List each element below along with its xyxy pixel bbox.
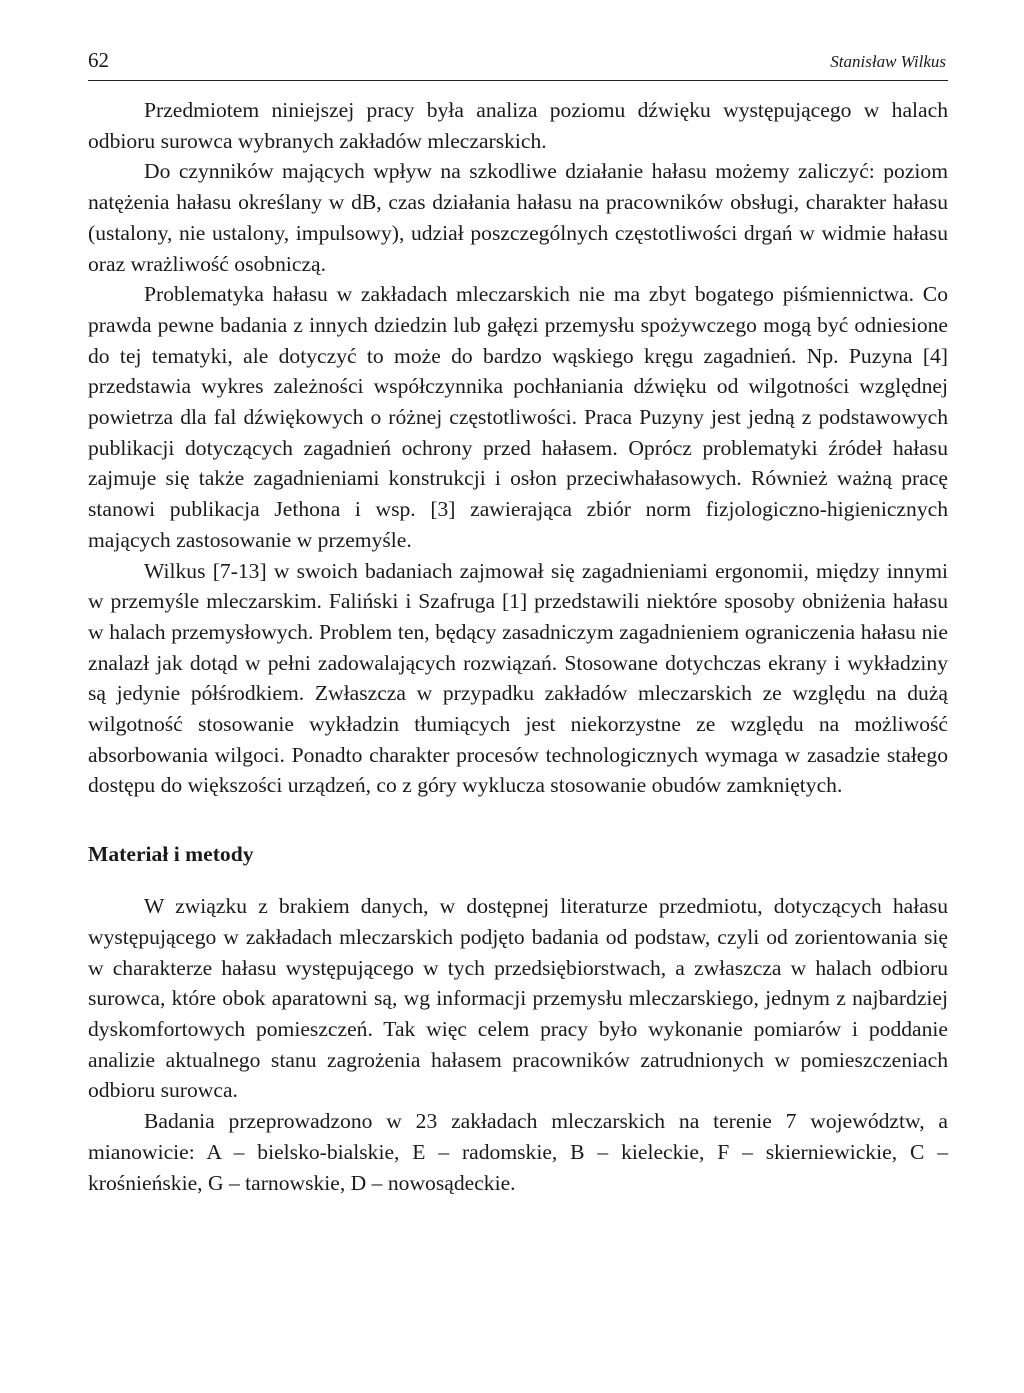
running-header-author: Stanisław Wilkus	[830, 52, 946, 71]
page-number: 62	[88, 48, 109, 72]
paragraph-prior-research: Wilkus [7-13] w swoich badaniach zajmował się zagadnieniami ergonomii, między innymi w przemyśle mleczarskim. Faliński i Szafruga [1] przedstawili niektóre sposoby obniżenia hałasu w halach przemysłowych. Problem ten, będący zasadniczym zagadnieniem ograniczenia hałasu nie znalazł jak dotąd w pełni zadowalających rozwiązań. Stosowane dotychczas ekrany i wykładziny są jedynie półśrodkiem. Zwłaszcza w przypadku zakładów mleczarskich ze względu na dużą wilgotność stosowanie wykładzin tłumiących jest niekorzystne ze względu na możliwość absorbowania wilgoci. Ponadto charakter procesów technologicznych wymaga w zasadzie stałego dostępu do większości urządzeń, co z góry wyklucza stosowanie obudów zamkniętych.	[88, 558, 948, 798]
paragraph-noise-factors: Do czynników mających wpływ na szkodliwe działanie hałasu możemy zaliczyć: poziom natężenia hałasu określany w dB, czas działania hałasu na pracowników obsługi, charakter hałasu (ustalony, nie ustalony, impulsowy), udział poszczególnych częstotliwości drgań w widmie hałasu oraz wrażliwość osobniczą.	[88, 159, 948, 276]
paragraph-literature: Problematyka hałasu w zakładach mleczarskich nie ma zbyt bogatego piśmiennictwa. Co prawda pewne badania z innych dziedzin lub gałęzi przemysłu spożywczego mogą być odniesione do tej tematyki, ale dotyczyć to może do bardzo wąskiego kręgu zagadnień. Np. Puzyna [4] przedstawia wykres zależności współczynnika pochłaniania dźwięku od wilgotności względnej powietrza dla fal dźwiękowych o różnej częstotliwości. Praca Puzyny jest jedną z podstawowych publikacji dotyczących zagadnień ochrony przed hałasem. Oprócz problematyki źródeł hałasu zajmuje się także zagadnieniami konstrukcji i osłon przeciwhałasowych. Również ważną pracę stanowi publikacja Jethona i wsp. [3] zawierająca zbiór norm fizjologiczno-higienicznych mających zastosowanie w przemyśle.	[88, 282, 948, 552]
section-heading: Materiał i metody	[88, 842, 254, 867]
paragraph-methods-scope: W związku z brakiem danych, w dostępnej literaturze przedmiotu, dotyczących hałasu występującego w zakładach mleczarskich podjęto badania od podstaw, czyli od zorientowania się w charakterze hałasu występującego w tych przedsiębiorstwach, a zwłaszcza w halach odbioru surowca, które obok aparatowni są, wg informacji przemysłu mleczarskiego, jednym z najbardziej dyskomfortowych pomieszczeń. Tak więc celem pracy było wykonanie pomiarów i poddanie analizie aktualnego stanu zagrożenia hałasem pracowników zatrudnionych w pomieszczeniach odbioru surowca.	[88, 894, 948, 1103]
page-header	[88, 46, 948, 81]
paragraph-methods-regions: Badania przeprowadzono w 23 zakładach mleczarskich na terenie 7 województw, a mianowicie: A – bielsko-bialskie, E – radomskie, B – kieleckie, F – skierniewickie, C – krośnieńskie, G – tarnowskie, D – nowosądeckie.	[88, 1109, 948, 1195]
paragraph-intro-aim: Przedmiotem niniejszej pracy była analiza poziomu dźwięku występującego w halach odbioru surowca wybranych zakładów mleczarskich.	[88, 98, 948, 153]
article-body	[88, 95, 948, 1198]
